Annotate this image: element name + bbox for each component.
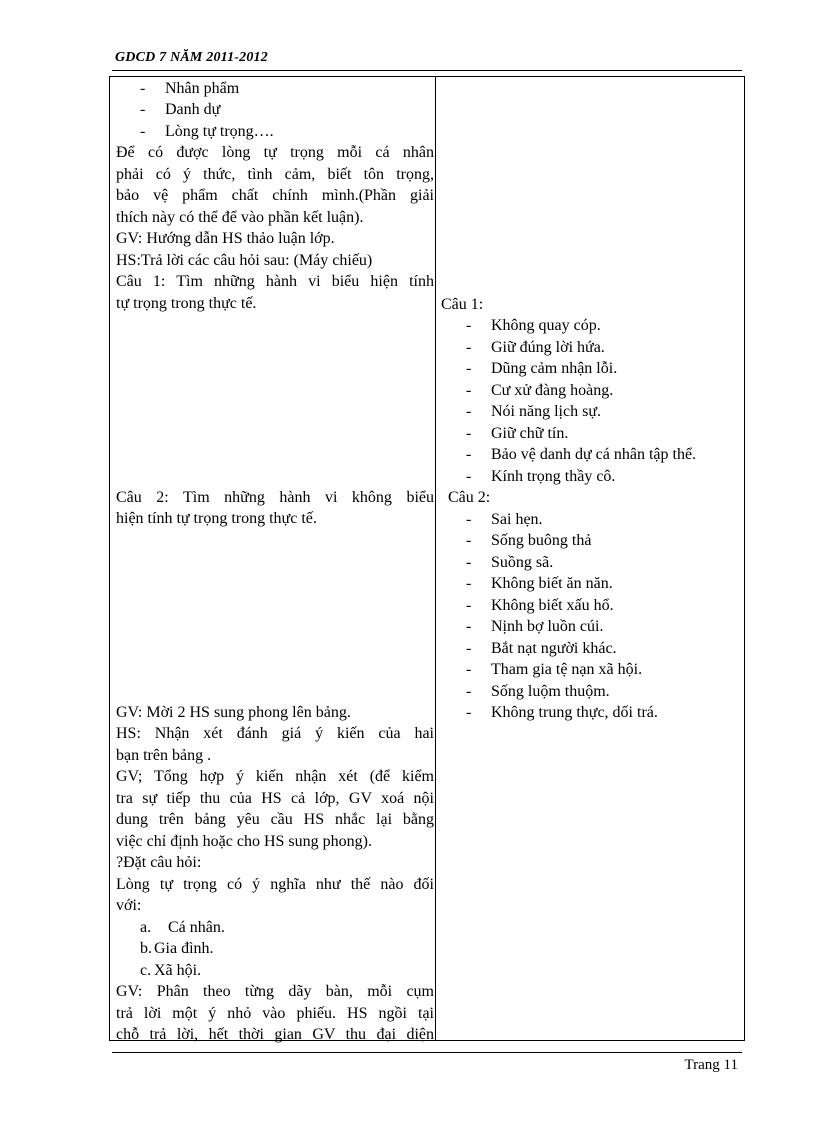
- answer-2-item: - Suồng sã.: [466, 554, 554, 571]
- student-response-line: HS: Nhận xét đánh giá ý kiến của hai: [116, 725, 434, 742]
- page-number: Trang 11: [684, 1057, 738, 1073]
- teacher-activity-line: GV: Phân theo từng dãy bàn, mỗi cụm: [116, 983, 434, 1000]
- paragraph-line: Để có được lòng tự trọng mỗi cá nhân: [116, 144, 434, 161]
- paragraph-line: bảo vệ phẩm chất chính mình.(Phần giải: [116, 187, 434, 204]
- answer-1-item: - Giữ chữ tín.: [466, 425, 569, 442]
- answer-2-item: - Sai hẹn.: [466, 511, 543, 528]
- answer-2-item: - Bắt nạt người khác.: [466, 640, 617, 657]
- teacher-summary-line: dung trên bảng yêu cầu HS nhắc lại bằng: [116, 811, 434, 828]
- answer-2-item: - Sống buông thả: [466, 532, 592, 549]
- answer-1-item: - Dũng cảm nhận lỗi.: [466, 360, 618, 377]
- answer-2-item: - Tham gia tệ nạn xã hội.: [466, 661, 643, 678]
- document-header: GDCD 7 NĂM 2011-2012: [115, 50, 268, 65]
- paragraph-line: phải có ý thức, tình cảm, biết tôn trọng,: [116, 166, 434, 183]
- lettered-item: a. Cá nhân.: [140, 919, 225, 936]
- question-1-line: tự trọng trong thực tế.: [116, 295, 257, 312]
- bullet-item: - Danh dự: [140, 101, 221, 118]
- answer-1-item: - Giữ đúng lời hứa.: [466, 339, 605, 356]
- bullet-item: - Nhân phẩm: [140, 80, 240, 97]
- answer-1-item: - Nói năng lịch sự.: [466, 403, 601, 420]
- footer-rule: [112, 1052, 742, 1053]
- bullet-item: - Lòng tự trọng….: [140, 123, 274, 140]
- answer-2-item: - Sống luộm thuộm.: [466, 683, 610, 700]
- lettered-item: c. Xã hội.: [140, 962, 202, 979]
- teacher-summary-line: tra sự tiếp thu của HS cả lớp, GV xoá nội: [116, 790, 434, 807]
- teacher-activity-line: chỗ trả lời, hết thời gian GV thu đại diện: [116, 1026, 434, 1043]
- meaning-question-line: với:: [116, 897, 142, 914]
- answer-1-item: - Kính trọng thầy cô.: [466, 468, 616, 485]
- answer-2-item: - Không biết xấu hổ.: [466, 597, 614, 614]
- meaning-question-line: Lòng tự trọng có ý nghĩa như thế nào đối: [116, 876, 434, 893]
- answer-2-item: - Nịnh bợ luồn cúi.: [466, 618, 604, 635]
- lettered-item: b. Gia đình.: [140, 940, 214, 957]
- teacher-summary-line: GV; Tổng hợp ý kiến nhận xét (để kiểm: [116, 768, 434, 785]
- answer-1-item: - Không quay cóp.: [466, 317, 601, 334]
- answer-2-label: Câu 2:: [448, 489, 491, 506]
- question-1-line: Câu 1: Tìm những hành vi biểu hiện tính: [116, 273, 434, 290]
- teacher-activity-line: trả lời một ý nhỏ vào phiếu. HS ngồi tại: [116, 1005, 434, 1022]
- header-rule: [112, 70, 742, 71]
- teacher-summary-line: việc chỉ định hoặc cho HS sung phong).: [116, 833, 372, 850]
- student-instruction: HS:Trả lời các câu hỏi sau: (Máy chiếu): [116, 252, 373, 269]
- teacher-instruction: GV: Hướng dẫn HS thảo luận lớp.: [116, 230, 335, 247]
- column-divider: [435, 77, 436, 1040]
- ask-question: ?Đặt câu hỏi:: [116, 854, 202, 871]
- answer-1-item: - Cư xử đàng hoàng.: [466, 382, 614, 399]
- teacher-instruction: GV: Mời 2 HS sung phong lên bảng.: [116, 704, 351, 721]
- paragraph-line: thích này có thể để vào phần kết luận).: [116, 209, 364, 226]
- question-2-line: Câu 2: Tìm những hành vi không biểu: [116, 489, 434, 506]
- answer-1-item: - Bảo vệ danh dự cá nhân tập thể.: [466, 446, 697, 463]
- answer-1-label: Câu 1:: [441, 296, 484, 313]
- lesson-table: [109, 76, 745, 1041]
- answer-2-item: - Không biết ăn năn.: [466, 575, 613, 592]
- answer-2-item: - Không trung thực, dối trá.: [466, 704, 658, 721]
- student-response-line: bạn trên bảng .: [116, 747, 212, 764]
- question-2-line: hiện tính tự trọng trong thực tế.: [116, 510, 317, 527]
